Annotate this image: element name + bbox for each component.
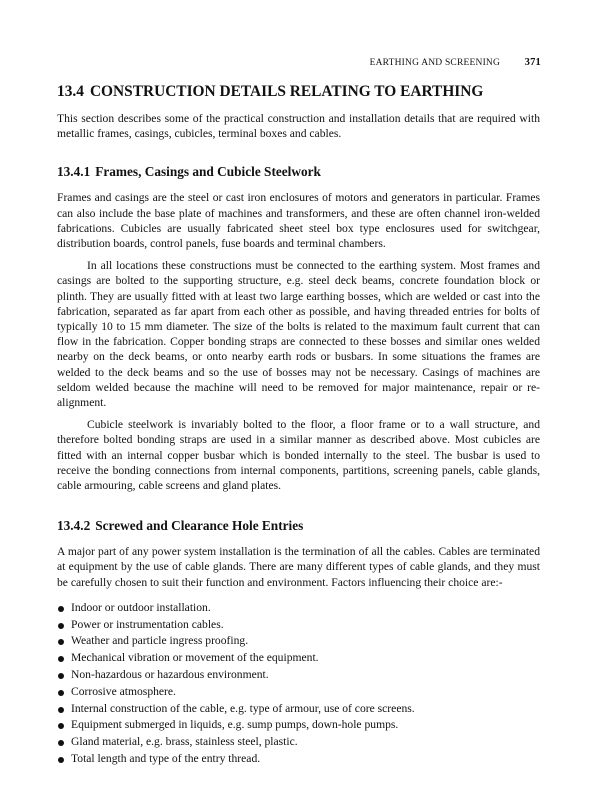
list-item-text: Weather and particle ingress proofing. <box>71 634 249 648</box>
bullet-icon <box>58 757 64 763</box>
paragraph: A major part of any power system installation is the termination of all the cables. Cables are terminated at equipment by the use of cable glands. There are many different types of cable glands, and they must be carefully chosen to suit their function and environment. Factors influencing their choice are:- <box>57 545 540 589</box>
list-item-text: Gland material, e.g. brass, stainless steel, plastic. <box>71 735 298 749</box>
section-heading <box>57 82 540 102</box>
section-title: CONSTRUCTION DETAILS RELATING TO EARTHING <box>89 83 484 100</box>
subsection-title: Frames, Casings and Cubicle Steelwork <box>95 164 321 180</box>
list-item <box>57 701 540 718</box>
paragraph: In all locations these constructions must be connected to the earthing system. Most frames and casings are bolted to the supporting structure, e.g. steel deck beams, concrete foundation block or plinth. They are usually fitted with at least two large earthing bosses, which are welded or cast into the fabrication, separated as far apart from each other as possible, and having threaded entries for bolts of typically 10 to 15 mm diameter. The size of the bolts is related to the maximum fault current that can flow in the fabrication. Copper bonding straps are connected to these bosses and similar ones welded nearby on the deck beams, or onto nearby earth rods or busbars. In some situations the frames are welded to the deck beams and so the use of bosses may not be necessary. Casings of machines are seldom welded because the machine will need to be removed for major maintenance, repair or re-alignment. <box>57 259 540 410</box>
bullet-icon <box>58 723 64 729</box>
list-item <box>57 717 540 734</box>
list-item-text: Corrosive atmosphere. <box>71 684 176 698</box>
bullet-icon <box>58 673 64 679</box>
list-item <box>57 667 540 684</box>
page-content <box>57 82 540 768</box>
paragraph: Frames and casings are the steel or cast iron enclosures of motors and generators in particular. Frames can also include the base plate of machines and transformers, and these are often channel iron-welded fabrications. Cubicles are usually fabricated sheet steel box type enclosures used for switchgear, distribution boards, control panels, fuse boards and terminal chambers. <box>57 191 540 251</box>
list-item-text: Power or instrumentation cables. <box>71 617 224 631</box>
list-item <box>57 684 540 701</box>
factor-list <box>57 600 540 768</box>
page-number: 371 <box>524 57 541 68</box>
section-intro: This section describes some of the practical construction and installation details that are required with metallic frames, casings, cubicles, terminal boxes and cables. <box>57 112 540 141</box>
list-item <box>57 633 540 650</box>
list-item-text: Equipment submerged in liquids, e.g. sump pumps, down-hole pumps. <box>71 718 399 732</box>
list-item-text: Mechanical vibration or movement of the equipment. <box>71 651 319 665</box>
list-item-text: Non-hazardous or hazardous environment. <box>71 668 269 682</box>
list-item <box>57 650 540 667</box>
bullet-icon <box>58 606 64 612</box>
list-item-text: Total length and type of the entry thread. <box>71 752 261 766</box>
list-item <box>57 751 540 768</box>
list-item <box>57 600 540 617</box>
list-item <box>57 734 540 751</box>
running-title: EARTHING AND SCREENING <box>369 58 501 68</box>
list-item <box>57 617 540 634</box>
bullet-icon <box>58 690 64 696</box>
running-header <box>370 57 541 68</box>
subsection-heading-entries <box>57 517 540 535</box>
list-item-text: Indoor or outdoor installation. <box>71 600 211 614</box>
bullet-icon <box>58 740 64 746</box>
section-number: 13.4 <box>57 83 84 100</box>
subsection-number: 13.4.1 <box>57 164 91 180</box>
subsection-number: 13.4.2 <box>57 518 91 534</box>
bullet-icon <box>58 656 64 662</box>
list-item-text: Internal construction of the cable, e.g. type of armour, use of core screens. <box>71 701 415 715</box>
bullet-icon <box>58 639 64 645</box>
subsection-heading-frames <box>57 163 540 181</box>
bullet-icon <box>58 623 64 629</box>
paragraph: Cubicle steelwork is invariably bolted to the floor, a floor frame or to a wall structure, and therefore bolted bonding straps are used in a similar manner as described above. Most cubicles are fitted with an internal copper busbar which is bonded internally to the steel. The busbar is used to receive the bonding connections from internal components, partitions, screening panels, cable glands, cable armouring, cable screens and gland plates. <box>57 418 540 493</box>
bullet-icon <box>58 707 64 713</box>
subsection-title: Screwed and Clearance Hole Entries <box>95 518 304 534</box>
